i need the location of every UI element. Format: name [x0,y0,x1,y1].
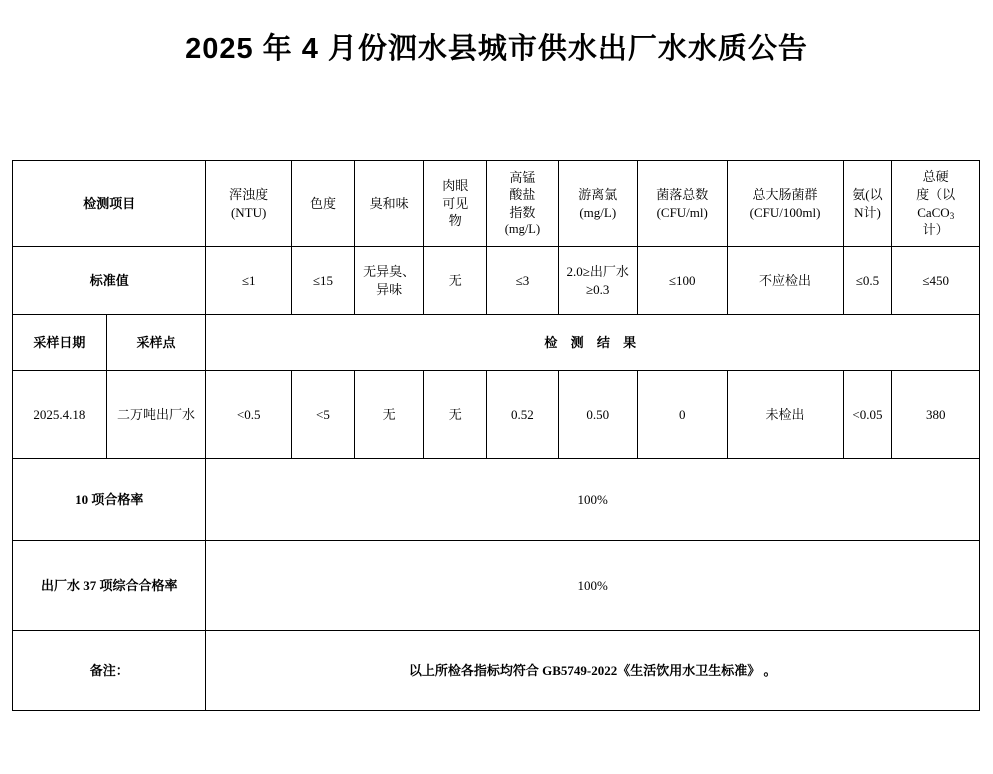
std-odor: 无异臭、异味 [355,247,424,315]
std-colony-count: ≤100 [637,247,727,315]
table-row-result [13,371,980,459]
cell-item-label: 检测项目 [13,161,206,247]
col-coliform-line2: (CFU/100ml) [749,204,821,220]
cell-rate37-value: 100% [206,541,980,631]
cell-note-label: 备注： [13,631,206,711]
col-total-hardness [892,161,980,247]
res-coliform: 未检出 [727,371,843,459]
col-turbidity-line2: (NTU) [230,204,267,220]
cell-rate10-value: 100% [206,459,980,541]
col-hardness-line3 [894,204,977,222]
col-visible-line3: 物 [448,213,462,229]
col-free-chlorine [558,161,637,247]
col-ammonia-line2: N计) [854,204,881,220]
page-title: 2025 年 4 月份泗水县城市供水出厂水水质公告 [185,33,808,65]
col-chroma [291,161,354,247]
cell-rate10-label: 10 项合格率 [13,459,206,541]
std-ammonia: ≤0.5 [843,247,892,315]
col-permanganate-line2: 酸盐 [509,187,536,203]
water-quality-table-wrapper [12,160,980,711]
col-colony-line2: (CFU/ml) [656,204,708,220]
res-turbidity: <0.5 [206,371,292,459]
cell-standard-label: 标准值 [13,247,206,315]
res-odor: 无 [355,371,424,459]
table-row-standard [13,247,980,315]
col-permanganate-line4: (mg/L) [504,222,541,237]
std-visible-matter: 无 [424,247,487,315]
col-ammonia-line1: 氨(以 [852,186,883,202]
col-turbidity [206,161,292,247]
cell-rate37-label: 出厂水 37 项综合合格率 [13,541,206,631]
col-hardness-line1: 总硬 [922,169,949,185]
col-turbidity-line1: 浑浊度 [229,186,269,202]
col-visible-line1: 肉眼 [442,178,469,194]
std-free-chlorine: 2.0≥出厂水≥0.3 [558,247,637,315]
col-permanganate-line1: 高锰 [509,169,536,185]
res-chroma: <5 [291,371,354,459]
std-permanganate: ≤3 [487,247,558,315]
cell-sample-point-value: 二万吨出厂水 [106,371,206,459]
col-visible-line2: 可见 [442,195,469,211]
cell-sample-point-label: 采样点 [106,315,206,371]
table-row-note [13,631,980,711]
col-hardness-line4: 计） [922,222,949,238]
water-quality-table [12,160,980,711]
col-chroma-line1: 色度 [309,195,336,211]
table-row-rate37 [13,541,980,631]
col-hardness-subscript: 3 [949,210,955,221]
col-coliform-line1: 总大肠菌群 [752,186,818,202]
col-odor [355,161,424,247]
cell-sample-date-value: 2025.4.18 [13,371,107,459]
col-visible-matter [424,161,487,247]
col-hardness-formula: CaCO [917,204,950,220]
res-ammonia: <0.05 [843,371,892,459]
res-free-chlorine: 0.50 [558,371,637,459]
col-odor-line1: 臭和味 [369,195,409,211]
res-permanganate: 0.52 [487,371,558,459]
table-row-header [13,161,980,247]
col-colony-line1: 菌落总数 [656,186,709,202]
cell-result-header: 检 测 结 果 [206,315,980,371]
col-free-chlorine-line2: (mg/L) [579,204,617,220]
res-total-hardness: 380 [892,371,980,459]
col-hardness-line2: 度（以 [916,186,956,202]
col-coliform [727,161,843,247]
std-total-hardness: ≤450 [892,247,980,315]
col-permanganate [487,161,558,247]
cell-note-value: 以上所检各指标均符合 GB5749-2022《生活饮用水卫生标准》 。 [206,631,980,711]
table-row-sampling-header [13,315,980,371]
col-permanganate-line3: 指数 [509,204,536,220]
std-coliform: 不应检出 [727,247,843,315]
res-visible-matter: 无 [424,371,487,459]
table-row-rate10 [13,459,980,541]
col-free-chlorine-line1: 游离氯 [578,186,618,202]
col-colony-count [637,161,727,247]
cell-sample-date-label: 采样日期 [13,315,107,371]
std-chroma: ≤15 [291,247,354,315]
col-ammonia [843,161,892,247]
res-colony-count: 0 [637,371,727,459]
std-turbidity: ≤1 [206,247,292,315]
